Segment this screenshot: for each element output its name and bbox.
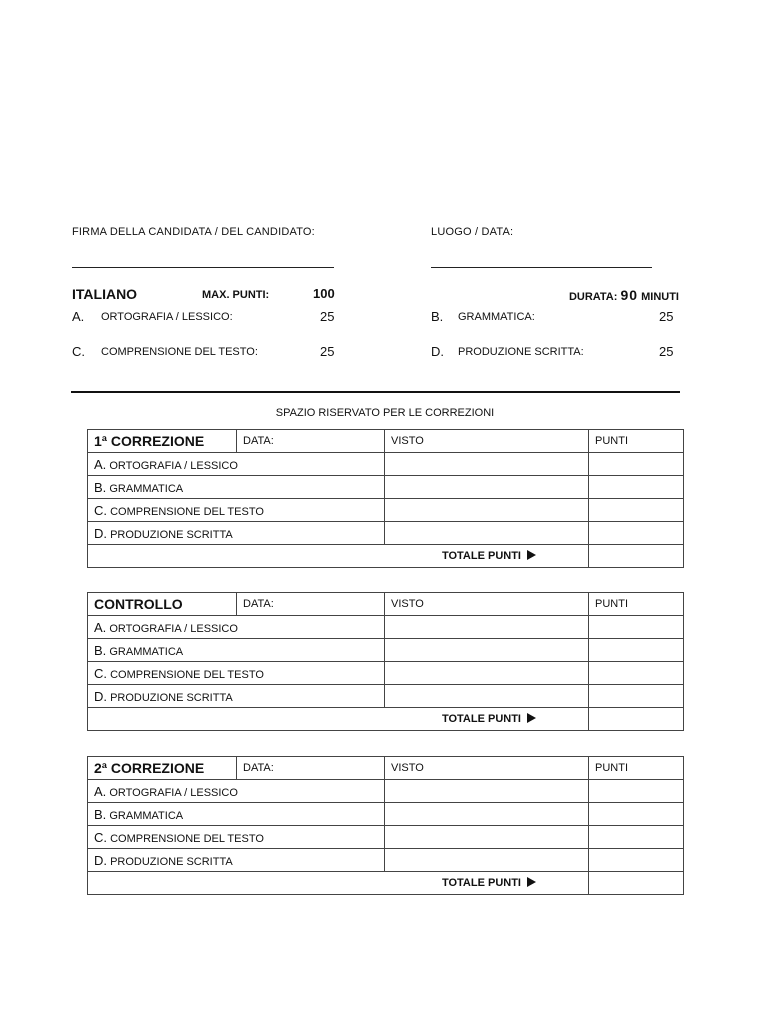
punti-header: PUNTI (589, 593, 684, 616)
arrow-right-icon (527, 877, 536, 887)
max-points-value: 100 (313, 286, 335, 301)
item-b-label: GRAMMATICA: (458, 311, 535, 323)
criterion-c: C. COMPRENSIONE DEL TESTO (88, 826, 385, 849)
visto-cell[interactable] (385, 780, 589, 803)
punti-cell[interactable] (589, 499, 684, 522)
criterion-c: C. COMPRENSIONE DEL TESTO (88, 662, 385, 685)
item-a-letter: A. (72, 309, 85, 324)
table-title: 2ª CORREZIONE (88, 757, 237, 780)
visto-cell[interactable] (385, 662, 589, 685)
visto-header: VISTO (385, 430, 589, 453)
criterion-b: B. GRAMMATICA (88, 476, 385, 499)
visto-cell[interactable] (385, 453, 589, 476)
date-label: DATA: (243, 435, 274, 447)
item-c-label: COMPRENSIONE DEL TESTO: (101, 346, 258, 358)
criterion-d: D. PRODUZIONE SCRITTA (88, 685, 385, 708)
candidate-signature-label: FIRMA DELLA CANDIDATA / DEL CANDIDATO: (72, 226, 315, 238)
date-cell[interactable] (237, 757, 385, 780)
table-title: 1ª CORREZIONE (88, 430, 237, 453)
place-date-line[interactable] (431, 267, 652, 268)
visto-cell[interactable] (385, 803, 589, 826)
duration-value: 90 (620, 287, 639, 303)
punti-header: PUNTI (589, 430, 684, 453)
duration-unit: MINUTI (641, 291, 679, 303)
correction-table-2 (87, 592, 684, 731)
visto-cell[interactable] (385, 849, 589, 872)
item-b-points: 25 (659, 309, 674, 324)
total-points-cell[interactable] (589, 872, 684, 895)
max-points-label: MAX. PUNTI: (202, 289, 270, 301)
date-cell[interactable] (237, 593, 385, 616)
punti-cell[interactable] (589, 849, 684, 872)
visto-header: VISTO (385, 757, 589, 780)
date-label: DATA: (243, 598, 274, 610)
punti-cell[interactable] (589, 616, 684, 639)
criterion-d: D. PRODUZIONE SCRITTA (88, 849, 385, 872)
criterion-a: A. ORTOGRAFIA / LESSICO (88, 616, 385, 639)
section-divider (71, 391, 680, 393)
visto-cell[interactable] (385, 685, 589, 708)
item-d-label: PRODUZIONE SCRITTA: (458, 346, 584, 358)
criterion-a: A. ORTOGRAFIA / LESSICO (88, 453, 385, 476)
punti-cell[interactable] (589, 453, 684, 476)
total-points-cell[interactable] (589, 545, 684, 568)
item-c-points: 25 (320, 344, 335, 359)
item-d-points: 25 (659, 344, 674, 359)
punti-cell[interactable] (589, 685, 684, 708)
arrow-right-icon (527, 713, 536, 723)
visto-cell[interactable] (385, 639, 589, 662)
total-points-cell[interactable] (589, 708, 684, 731)
visto-cell[interactable] (385, 826, 589, 849)
punti-cell[interactable] (589, 662, 684, 685)
punti-cell[interactable] (589, 780, 684, 803)
reserved-corrections-label: SPAZIO RISERVATO PER LE CORREZIONI (275, 407, 495, 419)
punti-header: PUNTI (589, 757, 684, 780)
visto-cell[interactable] (385, 522, 589, 545)
criterion-b: B. GRAMMATICA (88, 803, 385, 826)
correction-table-1 (87, 429, 684, 568)
correction-table-3 (87, 756, 684, 895)
item-a-label: ORTOGRAFIA / LESSICO: (101, 311, 233, 323)
visto-cell[interactable] (385, 476, 589, 499)
item-a-points: 25 (320, 309, 335, 324)
item-d-letter: D. (431, 344, 444, 359)
punti-cell[interactable] (589, 476, 684, 499)
total-points-label: TOTALE PUNTI (88, 708, 589, 731)
punti-cell[interactable] (589, 639, 684, 662)
punti-cell[interactable] (589, 826, 684, 849)
item-c-letter: C. (72, 344, 85, 359)
criterion-c: C. COMPRENSIONE DEL TESTO (88, 499, 385, 522)
visto-cell[interactable] (385, 499, 589, 522)
criterion-a: A. ORTOGRAFIA / LESSICO (88, 780, 385, 803)
subject-title: ITALIANO (72, 286, 138, 302)
punti-cell[interactable] (589, 522, 684, 545)
place-date-label: LUOGO / DATA: (431, 226, 514, 238)
visto-cell[interactable] (385, 616, 589, 639)
criterion-b: B. GRAMMATICA (88, 639, 385, 662)
date-cell[interactable] (237, 430, 385, 453)
total-points-label: TOTALE PUNTI (88, 545, 589, 568)
arrow-right-icon (527, 550, 536, 560)
punti-cell[interactable] (589, 803, 684, 826)
visto-header: VISTO (385, 593, 589, 616)
duration (569, 287, 679, 303)
table-title: CONTROLLO (88, 593, 237, 616)
date-label: DATA: (243, 762, 274, 774)
total-points-label: TOTALE PUNTI (88, 872, 589, 895)
candidate-signature-line[interactable] (72, 267, 334, 268)
duration-label: DURATA: (568, 291, 618, 303)
item-b-letter: B. (431, 309, 444, 324)
criterion-d: D. PRODUZIONE SCRITTA (88, 522, 385, 545)
